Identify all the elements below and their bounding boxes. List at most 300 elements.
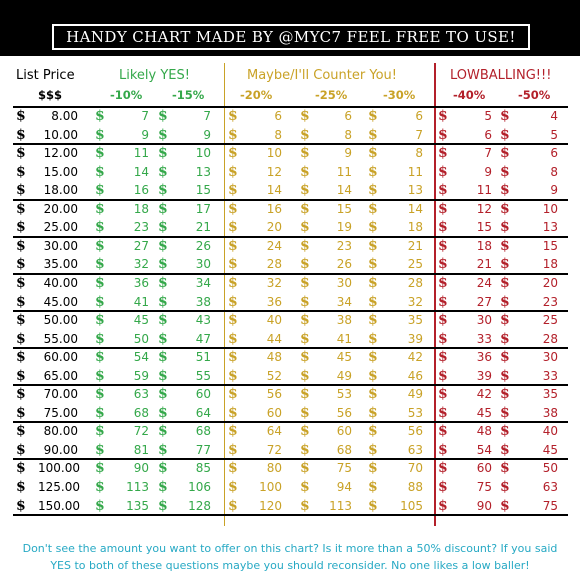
discount-value: 38 (195, 295, 211, 309)
discount-value: 28 (542, 332, 558, 346)
dollar-sign: $ (438, 498, 448, 514)
discount-value: 72 (266, 443, 282, 457)
dollar-sign: $ (158, 331, 168, 347)
discount-value: 8 (415, 146, 423, 160)
dollar-sign: $ (500, 182, 510, 198)
discount-value: 44 (266, 332, 282, 346)
divider-yes-maybe (224, 63, 225, 526)
dollar-sign: $ (500, 368, 510, 384)
discount-value: 49 (407, 387, 423, 401)
list-price-value: 150.00 (38, 499, 80, 513)
dollar-sign: $ (300, 498, 310, 514)
dollar-sign: $ (368, 368, 378, 384)
dollar-sign: $ (158, 423, 168, 439)
dollar-sign: $ (438, 294, 448, 310)
discount-value: 32 (407, 295, 423, 309)
discount-value: 77 (195, 443, 211, 457)
list-price-dollar-sign: $ (16, 386, 26, 402)
discount-value: 36 (266, 295, 282, 309)
list-price-value: 65.00 (43, 369, 78, 383)
dollar-sign: $ (300, 127, 310, 143)
discount-value: 64 (266, 424, 282, 438)
chart-title: HANDY CHART MADE BY @MYC7 FEEL FREE TO USE! (52, 24, 530, 50)
discount-value: 45 (542, 443, 558, 457)
dollar-sign: $ (368, 294, 378, 310)
discount-value: 7 (484, 146, 492, 160)
header-minus-10: -10% (110, 88, 143, 102)
dollar-sign: $ (438, 108, 448, 124)
list-price-dollar-sign: $ (16, 479, 26, 495)
list-price-dollar-sign: $ (16, 164, 26, 180)
discount-value: 32 (266, 276, 282, 290)
dollar-sign: $ (438, 442, 448, 458)
dollar-sign: $ (95, 238, 105, 254)
dollar-sign: $ (500, 498, 510, 514)
header-lowballing: LOWBALLING!!! (450, 68, 552, 83)
discount-value: 14 (336, 183, 352, 197)
dollar-sign: $ (368, 182, 378, 198)
discount-value: 43 (195, 313, 211, 327)
discount-value: 16 (266, 202, 282, 216)
list-price-dollar-sign: $ (16, 219, 26, 235)
header-minus-15: -15% (172, 88, 205, 102)
discount-value: 106 (188, 480, 211, 494)
dollar-sign: $ (438, 201, 448, 217)
header-minus-40: -40% (453, 88, 486, 102)
list-price-value: 8.00 (51, 109, 78, 123)
list-price-dollar-sign: $ (16, 368, 26, 384)
dollar-sign: $ (228, 405, 238, 421)
discount-value: 6 (344, 109, 352, 123)
dollar-sign: $ (500, 460, 510, 476)
dollar-sign: $ (300, 479, 310, 495)
discount-value: 94 (336, 480, 352, 494)
dollar-sign: $ (438, 219, 448, 235)
dollar-sign: $ (500, 201, 510, 217)
dollar-sign: $ (95, 294, 105, 310)
list-price-value: 15.00 (43, 165, 78, 179)
list-price-value: 35.00 (43, 257, 78, 271)
dollar-sign: $ (158, 442, 168, 458)
dollar-sign: $ (500, 219, 510, 235)
discount-value: 27 (133, 239, 149, 253)
dollar-sign: $ (95, 219, 105, 235)
dollar-sign: $ (158, 498, 168, 514)
list-price-value: 18.00 (43, 183, 78, 197)
dollar-sign: $ (228, 219, 238, 235)
discount-value: 7 (141, 109, 149, 123)
dollar-sign: $ (438, 331, 448, 347)
dollar-sign: $ (228, 386, 238, 402)
list-price-dollar-sign: $ (16, 275, 26, 291)
discount-value: 45 (133, 313, 149, 327)
discount-value: 11 (476, 183, 492, 197)
dollar-sign: $ (158, 219, 168, 235)
list-price-dollar-sign: $ (16, 498, 26, 514)
dollar-sign: $ (300, 460, 310, 476)
list-price-value: 80.00 (43, 424, 78, 438)
dollar-sign: $ (438, 145, 448, 161)
dollar-sign: $ (500, 331, 510, 347)
dollar-sign: $ (438, 479, 448, 495)
discount-value: 21 (195, 220, 211, 234)
dollar-sign: $ (368, 275, 378, 291)
dollar-sign: $ (228, 312, 238, 328)
dollar-sign: $ (300, 219, 310, 235)
discount-value: 28 (266, 257, 282, 271)
dollar-sign: $ (158, 294, 168, 310)
dollar-sign: $ (438, 349, 448, 365)
header-maybe: Maybe/I'll Counter You! (247, 68, 397, 83)
dollar-sign: $ (300, 275, 310, 291)
discount-value: 24 (476, 276, 492, 290)
discount-value: 59 (133, 369, 149, 383)
dollar-sign: $ (158, 164, 168, 180)
discount-value: 56 (407, 424, 423, 438)
dollar-sign: $ (158, 460, 168, 476)
dollar-sign: $ (368, 145, 378, 161)
dollar-sign: $ (300, 201, 310, 217)
dollar-sign: $ (158, 182, 168, 198)
dollar-sign: $ (500, 164, 510, 180)
dollar-sign: $ (438, 405, 448, 421)
discount-value: 23 (336, 239, 352, 253)
dollar-sign: $ (500, 238, 510, 254)
dollar-sign: $ (228, 201, 238, 217)
discount-value: 48 (476, 424, 492, 438)
discount-value: 68 (336, 443, 352, 457)
dollar-sign: $ (500, 294, 510, 310)
dollar-sign: $ (500, 479, 510, 495)
discount-value: 14 (266, 183, 282, 197)
dollar-sign: $ (158, 127, 168, 143)
dollar-sign: $ (228, 498, 238, 514)
discount-value: 15 (336, 202, 352, 216)
list-price-dollar-sign: $ (16, 294, 26, 310)
dollar-sign: $ (95, 479, 105, 495)
discount-value: 80 (266, 461, 282, 475)
dollar-sign: $ (228, 460, 238, 476)
dollar-sign: $ (95, 256, 105, 272)
list-price-value: 75.00 (43, 406, 78, 420)
dollar-sign: $ (95, 442, 105, 458)
dollar-sign: $ (438, 164, 448, 180)
discount-value: 14 (133, 165, 149, 179)
discount-value: 63 (133, 387, 149, 401)
discount-value: 14 (407, 202, 423, 216)
discount-value: 50 (133, 332, 149, 346)
header-minus-20: -20% (240, 88, 273, 102)
discount-value: 10 (195, 146, 211, 160)
discount-value: 46 (407, 369, 423, 383)
list-price-value: 45.00 (43, 295, 78, 309)
discount-value: 50 (542, 461, 558, 475)
discount-value: 135 (126, 499, 149, 513)
discount-value: 30 (336, 276, 352, 290)
dollar-sign: $ (228, 349, 238, 365)
discount-value: 68 (133, 406, 149, 420)
discount-value: 8 (550, 165, 558, 179)
dollar-sign: $ (438, 386, 448, 402)
list-price-value: 125.00 (38, 480, 80, 494)
discount-value: 16 (133, 183, 149, 197)
dollar-sign: $ (300, 312, 310, 328)
discount-value: 120 (259, 499, 282, 513)
discount-value: 7 (415, 128, 423, 142)
list-price-dollar-sign: $ (16, 108, 26, 124)
dollar-sign: $ (368, 423, 378, 439)
list-price-dollar-sign: $ (16, 460, 26, 476)
discount-value: 100 (259, 480, 282, 494)
header-minus-30: -30% (383, 88, 416, 102)
dollar-sign: $ (368, 312, 378, 328)
dollar-sign: $ (300, 331, 310, 347)
dollar-sign: $ (438, 182, 448, 198)
discount-value: 13 (407, 183, 423, 197)
discount-value: 75 (336, 461, 352, 475)
discount-value: 6 (550, 146, 558, 160)
dollar-sign: $ (95, 145, 105, 161)
discount-value: 9 (550, 183, 558, 197)
discount-value: 26 (195, 239, 211, 253)
list-price-dollar-sign: $ (16, 442, 26, 458)
discount-value: 30 (542, 350, 558, 364)
discount-value: 24 (266, 239, 282, 253)
dollar-sign: $ (368, 127, 378, 143)
discount-value: 20 (266, 220, 282, 234)
dollar-sign: $ (158, 201, 168, 217)
discount-value: 113 (329, 499, 352, 513)
discount-value: 18 (407, 220, 423, 234)
dollar-sign: $ (300, 182, 310, 198)
dollar-sign: $ (300, 108, 310, 124)
list-price-value: 40.00 (43, 276, 78, 290)
dollar-sign: $ (500, 108, 510, 124)
discount-value: 11 (336, 165, 352, 179)
discount-value: 54 (133, 350, 149, 364)
discount-value: 11 (133, 146, 149, 160)
list-price-value: 60.00 (43, 350, 78, 364)
discount-value: 20 (542, 276, 558, 290)
dollar-sign: $ (368, 442, 378, 458)
discount-value: 128 (188, 499, 211, 513)
discount-value: 39 (407, 332, 423, 346)
discount-value: 42 (407, 350, 423, 364)
discount-value: 26 (336, 257, 352, 271)
dollar-sign: $ (95, 275, 105, 291)
dollar-sign: $ (368, 479, 378, 495)
discount-value: 38 (542, 406, 558, 420)
discount-value: 13 (195, 165, 211, 179)
discount-value: 34 (195, 276, 211, 290)
dollar-sign: $ (500, 256, 510, 272)
discount-value: 60 (336, 424, 352, 438)
discount-value: 8 (344, 128, 352, 142)
discount-value: 6 (415, 109, 423, 123)
dollar-sign: $ (438, 127, 448, 143)
dollar-sign: $ (300, 368, 310, 384)
discount-value: 49 (336, 369, 352, 383)
list-price-dollar-sign: $ (16, 182, 26, 198)
header-minus-50: -50% (518, 88, 551, 102)
dollar-sign: $ (228, 108, 238, 124)
discount-value: 47 (195, 332, 211, 346)
row-divider (13, 514, 568, 516)
dollar-sign: $ (300, 145, 310, 161)
discount-value: 25 (542, 313, 558, 327)
dollar-sign: $ (158, 368, 168, 384)
dollar-sign: $ (158, 145, 168, 161)
discount-value: 12 (476, 202, 492, 216)
discount-value: 9 (141, 128, 149, 142)
discount-value: 70 (407, 461, 423, 475)
dollar-sign: $ (95, 386, 105, 402)
discount-value: 34 (336, 295, 352, 309)
dollar-sign: $ (228, 182, 238, 198)
discount-value: 42 (476, 387, 492, 401)
discount-value: 85 (195, 461, 211, 475)
dollar-sign: $ (368, 238, 378, 254)
header-likely-yes: Likely YES! (119, 68, 190, 83)
discount-value: 8 (274, 128, 282, 142)
discount-value: 36 (476, 350, 492, 364)
discount-value: 18 (542, 257, 558, 271)
dollar-sign: $ (158, 108, 168, 124)
list-price-dollar-sign: $ (16, 127, 26, 143)
list-price-dollar-sign: $ (16, 201, 26, 217)
discount-value: 33 (476, 332, 492, 346)
list-price-value: 20.00 (43, 202, 78, 216)
title-bar (0, 0, 580, 56)
dollar-sign: $ (500, 442, 510, 458)
list-price-value: 50.00 (43, 313, 78, 327)
dollar-sign: $ (300, 405, 310, 421)
discount-value: 60 (195, 387, 211, 401)
dollar-sign: $ (368, 108, 378, 124)
dollar-sign: $ (158, 256, 168, 272)
dollar-sign: $ (368, 405, 378, 421)
dollar-sign: $ (438, 460, 448, 476)
dollar-sign: $ (158, 405, 168, 421)
footer-note: Don't see the amount you want to offer on this chart? Is it more than a 50% discount? If you said YES to both of these questions maybe you should reconsider. No one likes a low baller! (22, 542, 558, 572)
discount-value: 75 (476, 480, 492, 494)
discount-value: 48 (266, 350, 282, 364)
dollar-sign: $ (228, 294, 238, 310)
dollar-sign: $ (228, 368, 238, 384)
discount-value: 23 (133, 220, 149, 234)
list-price-value: 55.00 (43, 332, 78, 346)
dollar-sign: $ (158, 275, 168, 291)
dollar-sign: $ (95, 127, 105, 143)
discount-value: 6 (274, 109, 282, 123)
list-price-dollar-sign: $ (16, 256, 26, 272)
dollar-sign: $ (95, 405, 105, 421)
dollar-sign: $ (158, 349, 168, 365)
discount-value: 53 (336, 387, 352, 401)
discount-value: 15 (542, 239, 558, 253)
list-price-dollar-sign: $ (16, 423, 26, 439)
dollar-sign: $ (228, 423, 238, 439)
dollar-sign: $ (438, 238, 448, 254)
discount-value: 10 (542, 202, 558, 216)
discount-value: 45 (476, 406, 492, 420)
dollar-sign: $ (438, 312, 448, 328)
discount-value: 40 (542, 424, 558, 438)
dollar-sign: $ (228, 331, 238, 347)
dollar-sign: $ (95, 331, 105, 347)
discount-value: 38 (336, 313, 352, 327)
dollar-sign: $ (368, 386, 378, 402)
dollar-sign: $ (95, 182, 105, 198)
discount-value: 9 (344, 146, 352, 160)
list-price-value: 12.00 (43, 146, 78, 160)
discount-value: 63 (407, 443, 423, 457)
dollar-sign: $ (368, 256, 378, 272)
dollar-sign: $ (158, 312, 168, 328)
dollar-sign: $ (228, 256, 238, 272)
discount-value: 30 (476, 313, 492, 327)
discount-value: 64 (195, 406, 211, 420)
list-price-dollar-sign: $ (16, 349, 26, 365)
discount-value: 7 (203, 109, 211, 123)
dollar-sign: $ (368, 219, 378, 235)
discount-value: 32 (133, 257, 149, 271)
discount-value: 52 (266, 369, 282, 383)
dollar-sign: $ (228, 164, 238, 180)
discount-value: 56 (336, 406, 352, 420)
discount-value: 72 (133, 424, 149, 438)
discount-value: 9 (203, 128, 211, 142)
dollar-sign: $ (500, 275, 510, 291)
dollar-sign: $ (368, 201, 378, 217)
discount-value: 41 (133, 295, 149, 309)
list-price-dollar-sign: $ (16, 238, 26, 254)
header-minus-25: -25% (315, 88, 348, 102)
dollar-sign: $ (368, 498, 378, 514)
discount-value: 28 (407, 276, 423, 290)
dollar-sign: $ (438, 423, 448, 439)
dollar-sign: $ (95, 368, 105, 384)
list-price-value: 90.00 (43, 443, 78, 457)
discount-value: 63 (542, 480, 558, 494)
discount-value: 10 (266, 146, 282, 160)
dollar-sign: $ (95, 201, 105, 217)
list-price-dollar-sign: $ (16, 405, 26, 421)
dollar-sign: $ (500, 312, 510, 328)
dollar-sign: $ (300, 442, 310, 458)
discount-value: 12 (266, 165, 282, 179)
list-price-value: 100.00 (38, 461, 80, 475)
discount-value: 55 (195, 369, 211, 383)
discount-value: 19 (336, 220, 352, 234)
dollar-sign: $ (438, 275, 448, 291)
discount-value: 56 (266, 387, 282, 401)
dollar-sign: $ (95, 423, 105, 439)
dollar-sign: $ (228, 479, 238, 495)
discount-value: 45 (336, 350, 352, 364)
dollar-sign: $ (300, 294, 310, 310)
divider-maybe-low (434, 63, 436, 526)
dollar-sign: $ (158, 386, 168, 402)
dollar-sign: $ (438, 368, 448, 384)
list-price-value: 25.00 (43, 220, 78, 234)
discount-value: 35 (407, 313, 423, 327)
dollar-sign: $ (438, 256, 448, 272)
dollar-sign: $ (300, 256, 310, 272)
discount-value: 90 (133, 461, 149, 475)
header-list-price: List Price (16, 68, 75, 83)
discount-value: 60 (266, 406, 282, 420)
